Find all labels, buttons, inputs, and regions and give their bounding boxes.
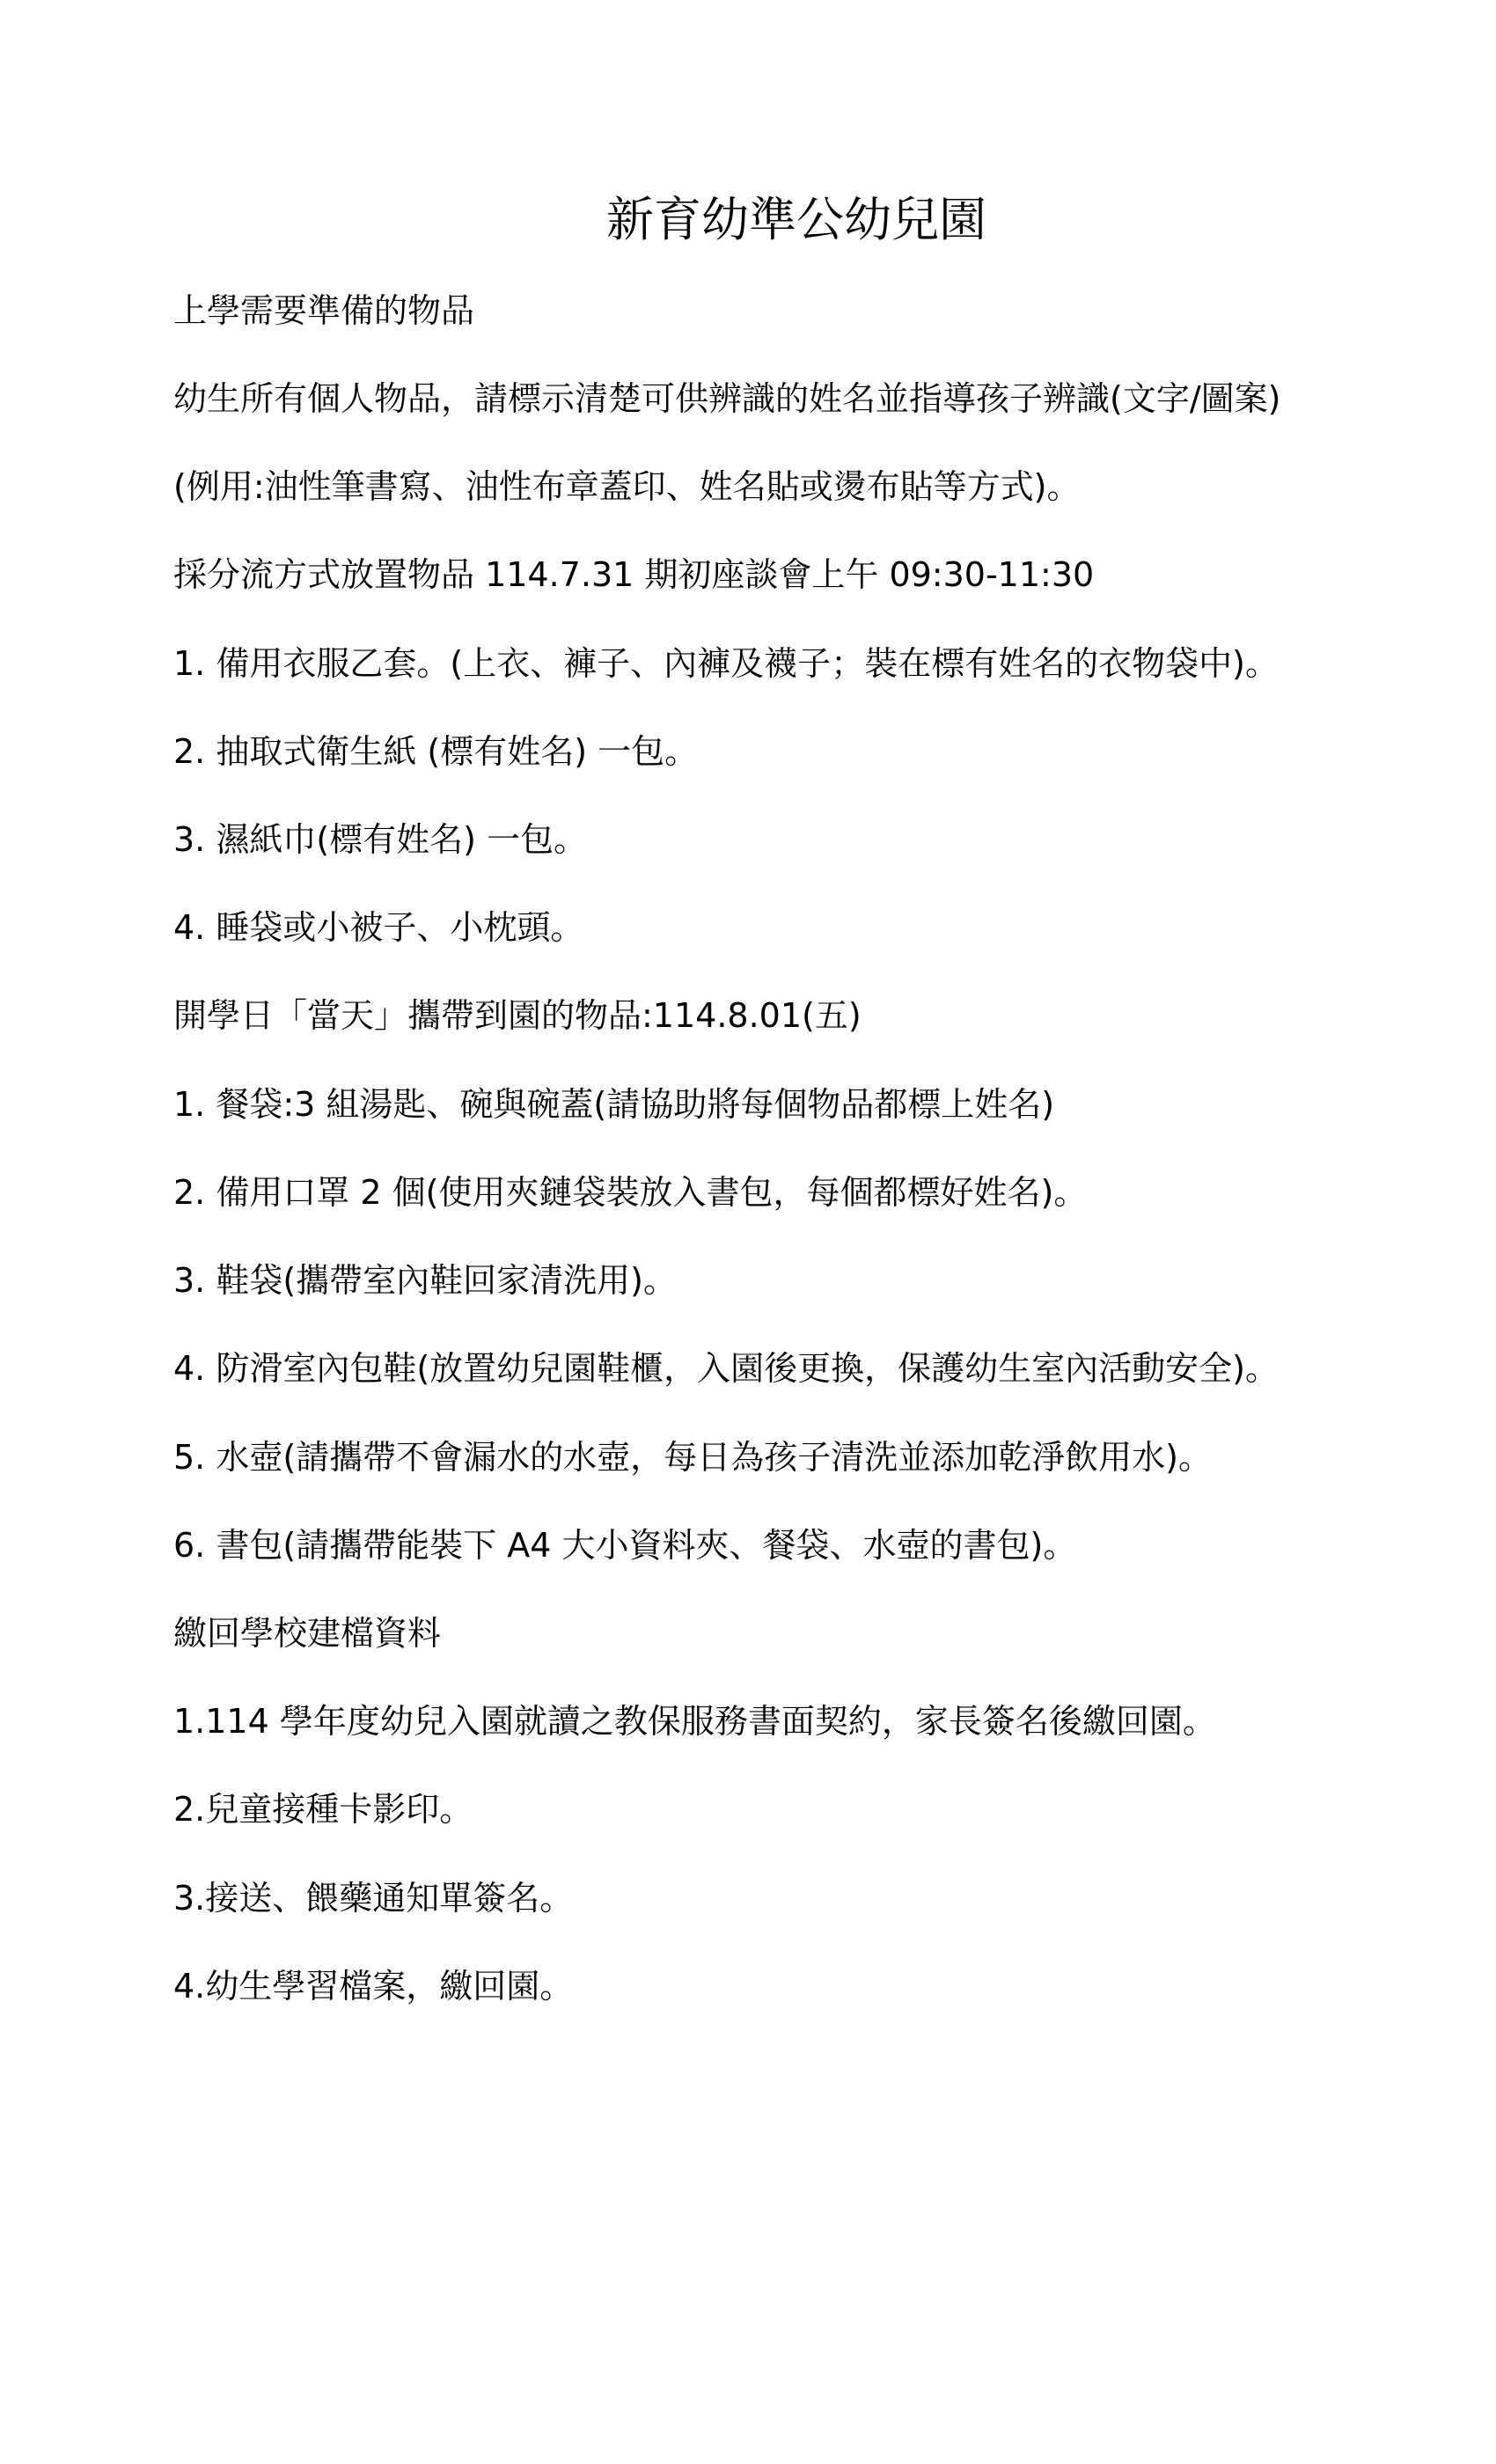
list-item: 1.114 學年度幼兒入園就讀之教保服務書面契約，家長簽名後繳回園。 xyxy=(173,1702,1216,1741)
list-item: 3.接送、餵藥通知單簽名。 xyxy=(173,1879,574,1918)
list-item: 1. 餐袋:3 組湯匙、碗與碗蓋(請協助將每個物品都標上姓名) xyxy=(173,1085,1055,1124)
section-heading-return-documents: 繳回學校建檔資料 xyxy=(173,1614,442,1653)
section-heading-first-day: 開學日「當天」攜帶到園的物品:114.8.01(五) xyxy=(173,996,862,1035)
list-item: 5. 水壺(請攜帶不會漏水的水壺，每日為孩子清洗並添加乾淨飲用水)。 xyxy=(173,1438,1212,1477)
list-item: 6. 書包(請攜帶能裝下 A4 大小資料夾、餐袋、水壺的書包)。 xyxy=(173,1526,1077,1565)
paragraph-line: 幼生所有個人物品，請標示清楚可供辨識的姓名並指導孩子辨識(文字/圖案) xyxy=(173,379,1281,418)
list-item: 3. 鞋袋(攜帶室內鞋回家清洗用)。 xyxy=(173,1261,677,1300)
section-heading-schedule: 採分流方式放置物品 114.7.31 期初座談會上午 09:30-11:30 xyxy=(173,555,1095,594)
list-item: 2. 備用口罩 2 個(使用夾鏈袋裝放入書包，每個都標好姓名)。 xyxy=(173,1173,1088,1212)
list-item: 4. 防滑室內包鞋(放置幼兒園鞋櫃，入園後更換，保護幼生室內活動安全)。 xyxy=(173,1349,1279,1388)
list-item: 3. 濕紙巾(標有姓名) 一包。 xyxy=(173,820,588,859)
list-item: 4. 睡袋或小被子、小枕頭。 xyxy=(173,908,584,947)
section-heading-supplies: 上學需要準備的物品 xyxy=(173,291,475,330)
list-item: 2. 抽取式衛生紙 (標有姓名) 一包。 xyxy=(173,732,699,771)
paragraph-line: (例用:油性筆書寫、油性布章蓋印、姓名貼或燙布貼等方式)。 xyxy=(173,467,1081,506)
list-item: 2.兒童接種卡影印。 xyxy=(173,1790,473,1829)
list-item: 4.幼生學習檔案，繳回園。 xyxy=(173,1967,574,2006)
list-item: 1. 備用衣服乙套。(上衣、褲子、內褲及襪子；裝在標有姓名的衣物袋中)。 xyxy=(173,644,1279,683)
document-title: 新育幼準公幼兒園 xyxy=(606,192,986,247)
